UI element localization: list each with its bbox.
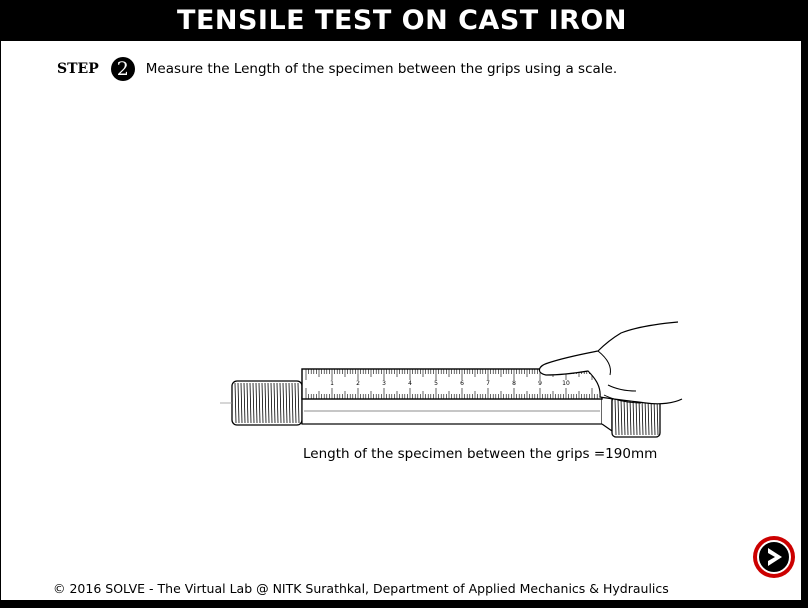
specimen-length-caption: Length of the specimen between the grips =190mm bbox=[303, 446, 658, 462]
scale-number: 6 bbox=[460, 380, 464, 387]
scale-number: 5 bbox=[434, 380, 438, 387]
step-label: STEP bbox=[57, 61, 99, 77]
step-row bbox=[57, 55, 617, 83]
next-button-inner[interactable] bbox=[757, 540, 791, 574]
scale-number: 2 bbox=[356, 380, 360, 387]
scale-number: 8 bbox=[512, 380, 516, 387]
scale-number: 9 bbox=[538, 380, 542, 387]
scale-number: 3 bbox=[382, 380, 386, 387]
page-title: TENSILE TEST ON CAST IRON bbox=[1, 1, 803, 41]
scale-number: 10 bbox=[562, 380, 570, 387]
footer-copyright: © 2016 SOLVE - The Virtual Lab @ NITK Surathkal, Department of Applied Mechanics & Hydraulics bbox=[53, 581, 669, 596]
scale-number: 7 bbox=[486, 380, 490, 387]
step-instruction: Measure the Length of the specimen between the grips using a scale. bbox=[145, 61, 618, 77]
step-number-badge: 2 bbox=[111, 57, 135, 81]
scale-number: 4 bbox=[408, 380, 412, 387]
specimen-rod bbox=[302, 397, 602, 424]
next-arrow-icon bbox=[759, 542, 789, 572]
specimen-scale-illustration bbox=[216, 319, 686, 444]
scale-number: 1 bbox=[330, 380, 334, 387]
next-button[interactable] bbox=[753, 536, 795, 578]
